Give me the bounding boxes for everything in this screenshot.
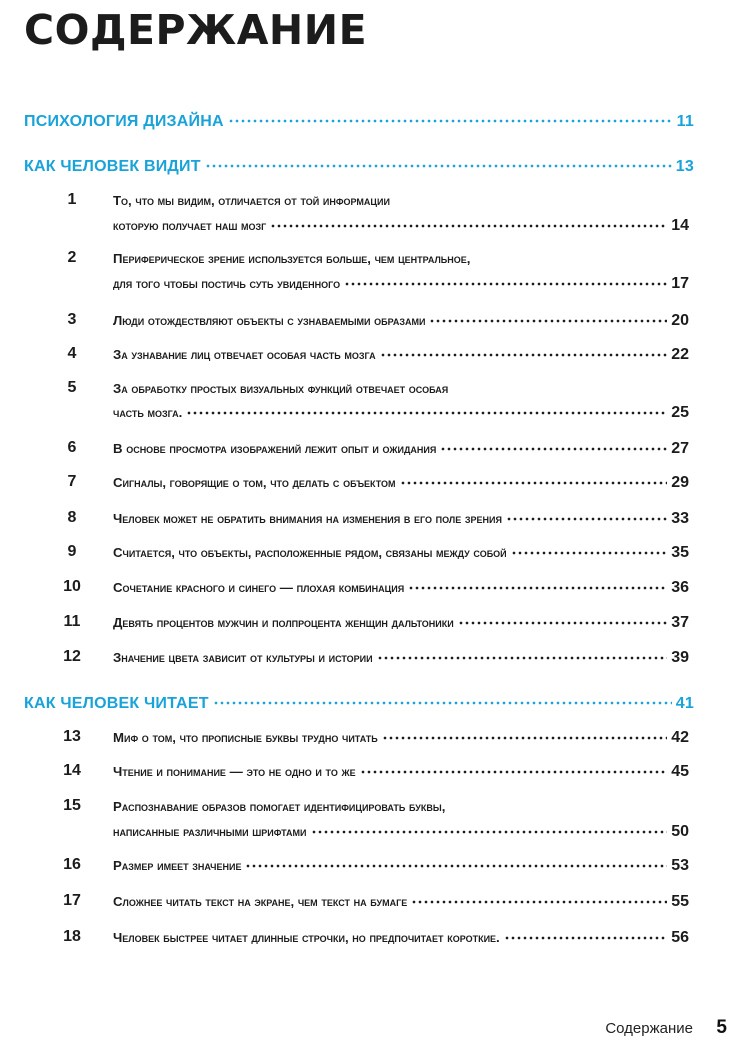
leader-dots: [380, 346, 668, 359]
chapter-page: 50: [671, 823, 689, 841]
footer-page-number: 5: [716, 1017, 727, 1038]
leader-dots: [228, 110, 673, 126]
leader-dots: [411, 893, 667, 906]
chapter-number: 9: [67, 543, 77, 560]
chapter-title: Значение цвета зависит от культуры и истории: [113, 650, 373, 666]
toc-entry[interactable]: [113, 893, 689, 911]
chapter-number: 6: [67, 439, 77, 456]
leader-dots: [360, 763, 668, 776]
page-title: СОДЕРЖАНИЕ: [24, 6, 368, 54]
toc-section-page: 11: [676, 113, 694, 130]
chapter-number: 16: [63, 856, 81, 873]
chapter-number: 2: [67, 249, 77, 266]
chapter-number: 13: [63, 728, 81, 745]
chapter-title: В основе просмотра изображений лежит опыт и ожидания: [113, 441, 437, 457]
leader-dots: [511, 544, 668, 557]
toc-section-page: 13: [675, 158, 694, 175]
chapter-page: 20: [671, 312, 689, 330]
chapter-title: Человек быстрее читает длинные строчки, но предпочитает короткие.: [113, 930, 500, 946]
toc-section-label: ПСИХОЛОГИЯ ДИЗАЙНА: [24, 113, 224, 130]
chapter-page: 29: [671, 474, 689, 492]
chapter-title[interactable]: То, что мы видим, отличается от той информации: [113, 193, 390, 208]
leader-dots: [382, 729, 667, 742]
chapter-number: 3: [67, 311, 77, 328]
toc-entry[interactable]: [113, 217, 689, 235]
toc-entry[interactable]: [113, 823, 689, 841]
toc-section[interactable]: [24, 110, 694, 131]
leader-dots: [245, 857, 667, 870]
chapter-page: 39: [671, 649, 689, 667]
chapter-page: 33: [671, 510, 689, 528]
leader-dots: [400, 474, 668, 487]
toc-entry[interactable]: [113, 579, 689, 597]
chapter-page: 27: [671, 440, 689, 458]
chapter-title[interactable]: Распознавание образов помогает идентифицировать буквы,: [113, 799, 446, 814]
toc-entry[interactable]: [113, 275, 689, 293]
leader-dots: [186, 404, 667, 417]
toc-section-label: КАК ЧЕЛОВЕК ЧИТАЕТ: [24, 695, 209, 712]
chapter-page: 14: [671, 217, 689, 235]
leader-dots: [506, 510, 667, 523]
chapter-page: 35: [671, 544, 689, 562]
leader-dots: [344, 275, 667, 288]
chapter-title: Люди отождествляют объекты с узнаваемыми образами: [113, 313, 426, 329]
chapter-title: Считается, что объекты, расположенные рядом, связаны между собой: [113, 545, 507, 561]
chapter-title: Сложнее читать текст на экране, чем текст на бумаге: [113, 894, 408, 910]
leader-dots: [205, 155, 672, 171]
leader-dots: [213, 692, 672, 708]
footer-label: Содержание: [605, 1020, 693, 1037]
chapter-page: 45: [671, 763, 689, 781]
chapter-title-cont: которую получает наш мозг: [113, 218, 267, 234]
chapter-title: Сигналы, говорящие о том, что делать с объектом: [113, 475, 396, 491]
leader-dots: [458, 614, 668, 627]
chapter-number: 1: [67, 191, 77, 208]
chapter-title-cont: для того чтобы постичь суть увиденного: [113, 276, 341, 292]
chapter-number: 15: [63, 797, 81, 814]
chapter-number: 11: [63, 613, 81, 630]
chapter-page: 25: [671, 404, 689, 422]
chapter-title: Миф о том, что прописные буквы трудно читать: [113, 730, 378, 746]
toc-section[interactable]: [24, 155, 694, 176]
chapter-number: 18: [63, 928, 81, 945]
toc-entry[interactable]: [113, 440, 689, 458]
toc-entry[interactable]: [113, 649, 689, 667]
leader-dots: [311, 823, 668, 836]
toc-entry[interactable]: [113, 312, 689, 330]
chapter-title-cont: часть мозга.: [113, 405, 183, 421]
toc-section-page: 41: [675, 695, 694, 712]
leader-dots: [408, 579, 667, 592]
chapter-title-cont: написанные различными шрифтами: [113, 824, 307, 840]
chapter-number: 10: [63, 578, 81, 595]
toc-entry[interactable]: [113, 474, 689, 492]
toc-entry[interactable]: [113, 544, 689, 562]
chapter-number: 12: [63, 648, 81, 665]
toc-entry[interactable]: [113, 346, 689, 364]
toc-entry[interactable]: [113, 510, 689, 528]
chapter-title[interactable]: Периферическое зрение используется больше, чем центральное,: [113, 251, 471, 266]
chapter-title: Человек может не обратить внимания на изменения в его поле зрения: [113, 511, 502, 527]
leader-dots: [504, 929, 667, 942]
leader-dots: [429, 312, 667, 325]
chapter-number: 14: [63, 762, 81, 779]
chapter-number: 5: [67, 379, 77, 396]
chapter-page: 55: [671, 893, 689, 911]
chapter-page: 17: [671, 275, 689, 293]
toc-section-label: КАК ЧЕЛОВЕК ВИДИТ: [24, 158, 201, 175]
toc-entry[interactable]: [113, 404, 689, 422]
chapter-title: Размер имеет значение: [113, 858, 242, 874]
chapter-page: 37: [671, 614, 689, 632]
toc-entry[interactable]: [113, 614, 689, 632]
toc-entry[interactable]: [113, 763, 689, 781]
chapter-title: За узнавание лиц отвечает особая часть мозга: [113, 347, 376, 363]
chapter-number: 17: [63, 892, 81, 909]
chapter-number: 7: [67, 473, 77, 490]
leader-dots: [270, 217, 667, 230]
chapter-title: Чтение и понимание — это не одно и то же: [113, 764, 356, 780]
chapter-page: 53: [671, 857, 689, 875]
chapter-page: 22: [671, 346, 689, 364]
toc-entry[interactable]: [113, 729, 689, 747]
chapter-number: 8: [67, 509, 77, 526]
chapter-page: 56: [671, 929, 689, 947]
toc-entry[interactable]: [113, 857, 689, 875]
toc-entry[interactable]: [113, 929, 689, 947]
chapter-title[interactable]: За обработку простых визуальных функций отвечает особая: [113, 381, 449, 396]
chapter-title: Девять процентов мужчин и полпроцента женщин дальтоники: [113, 615, 454, 631]
chapter-page: 42: [671, 729, 689, 747]
chapter-title: Сочетание красного и синего — плохая комбинация: [113, 580, 405, 596]
leader-dots: [377, 649, 668, 662]
toc-section[interactable]: [24, 692, 694, 713]
chapter-page: 36: [671, 579, 689, 597]
leader-dots: [440, 440, 667, 453]
chapter-number: 4: [67, 345, 77, 362]
